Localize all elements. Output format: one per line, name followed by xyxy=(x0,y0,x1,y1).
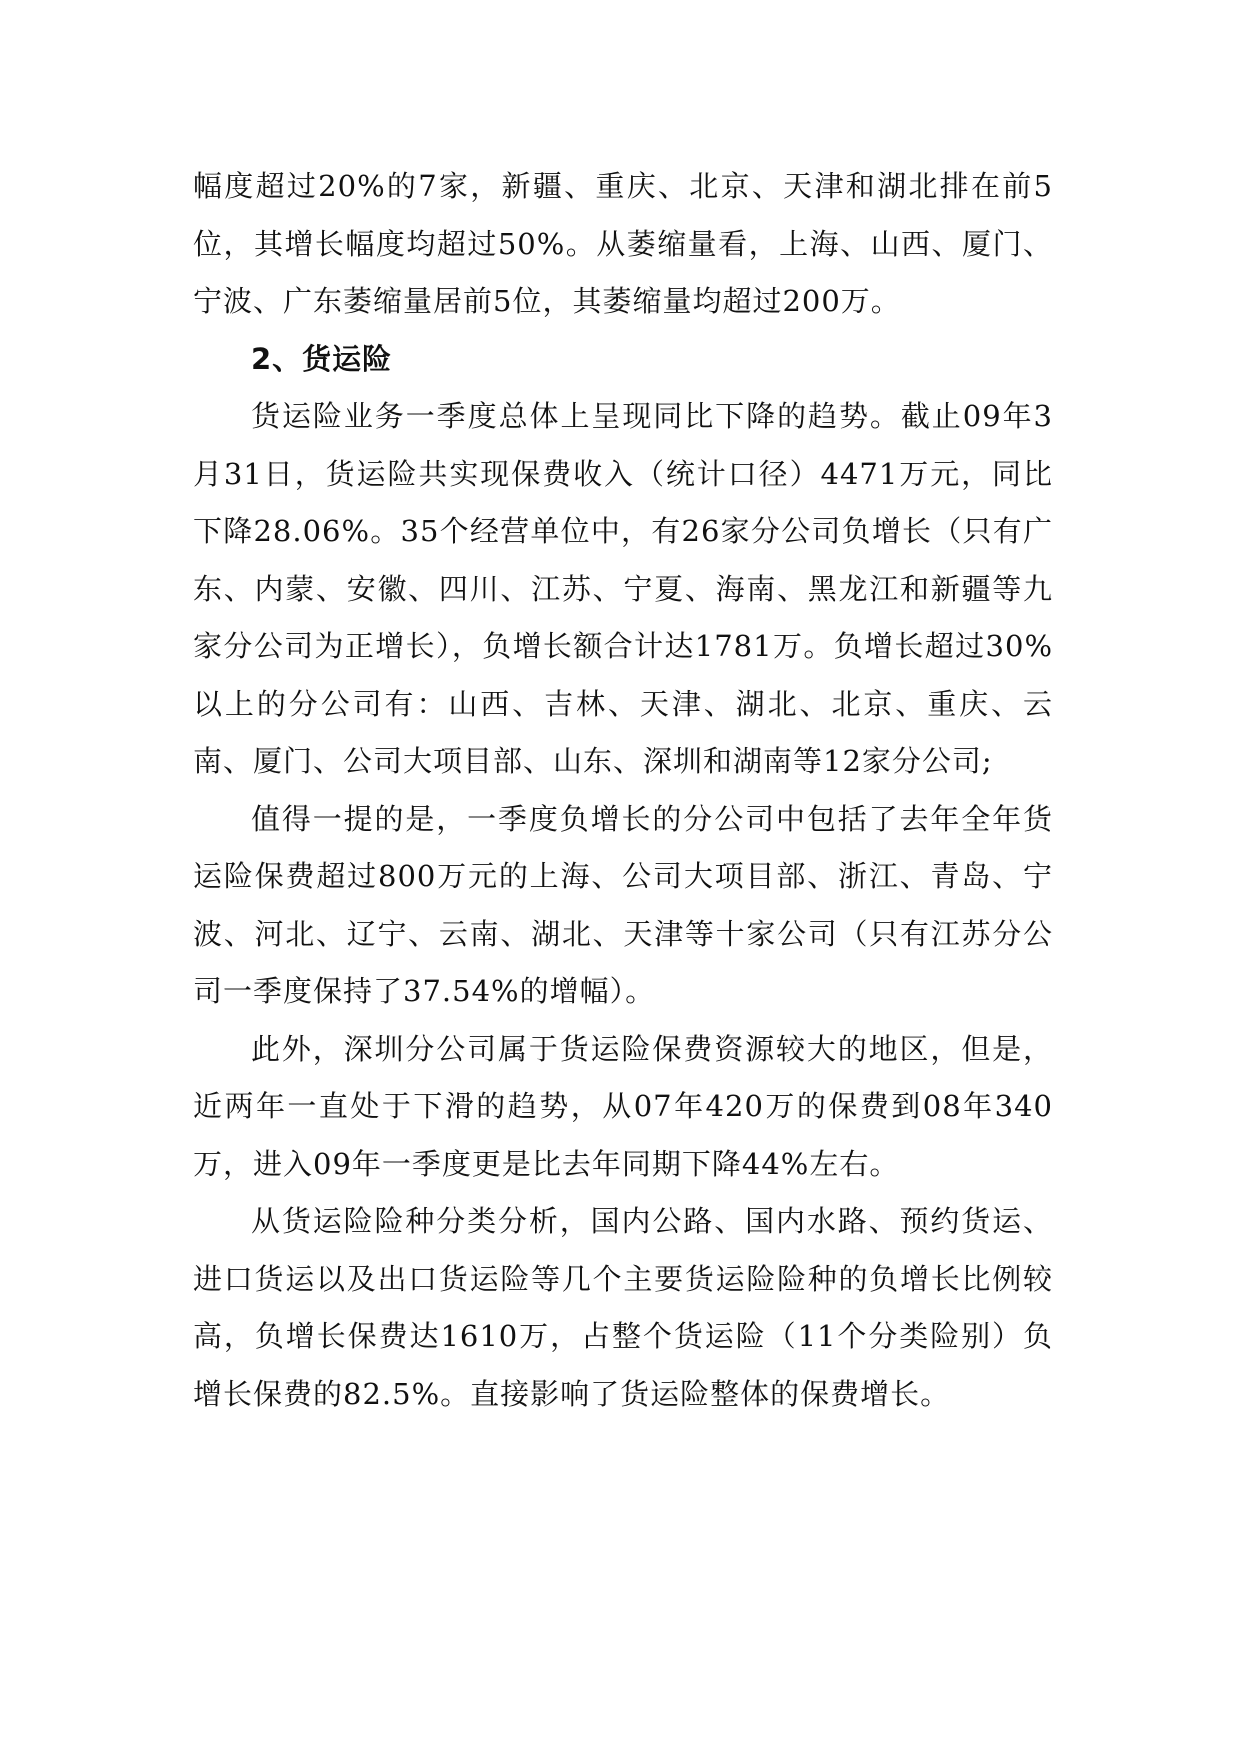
paragraph-category-analysis: 从货运险险种分类分析，国内公路、国内水路、预约货运、进口货运以及出口货运险等几个主要货运险险种的负增长比例较高，负增长保费达1610万，占整个货运险（11个分类险别）负增长保费的82.5%。直接影响了货运险整体的保费增长。 xyxy=(193,1204,1053,1411)
paragraph-cargo-notable: 值得一提的是，一季度负增长的分公司中包括了去年全年货运险保费超过800万元的上海、公司大项目部、浙江、青岛、宁波、河北、辽宁、云南、湖北、天津等十家公司（只有江苏分公司一季度保持了37.54%的增幅）。 xyxy=(193,801,1053,1008)
section-heading-cargo-insurance: 2、货运险 xyxy=(251,341,393,376)
paragraph-shenzhen: 此外，深圳分公司属于货运险保费资源较大的地区，但是，近两年一直处于下滑的趋势，从07年420万的保费到08年340万，进入09年一季度更是比去年同期下降44%左右。 xyxy=(193,1031,1053,1181)
document-body xyxy=(193,158,1053,1423)
paragraph-cargo-overview: 货运险业务一季度总体上呈现同比下降的趋势。截止09年3月31日，货运险共实现保费收入（统计口径）4471万元，同比下降28.06%。35个经营单位中，有26家分公司负增长（只有广东、内蒙、安徽、四川、江苏、宁夏、海南、黑龙江和新疆等九家分公司为正增长），负增长额合计达1781万。负增长超过30%以上的分公司有：山西、吉林、天津、湖北、北京、重庆、云南、厦门、公司大项目部、山东、深圳和湖南等12家分公司; xyxy=(193,399,1053,778)
paragraph-continuation: 幅度超过20%的7家，新疆、重庆、北京、天津和湖北排在前5位，其增长幅度均超过50%。从萎缩量看，上海、山西、厦门、宁波、广东萎缩量居前5位，其萎缩量均超过200万。 xyxy=(193,169,1053,318)
